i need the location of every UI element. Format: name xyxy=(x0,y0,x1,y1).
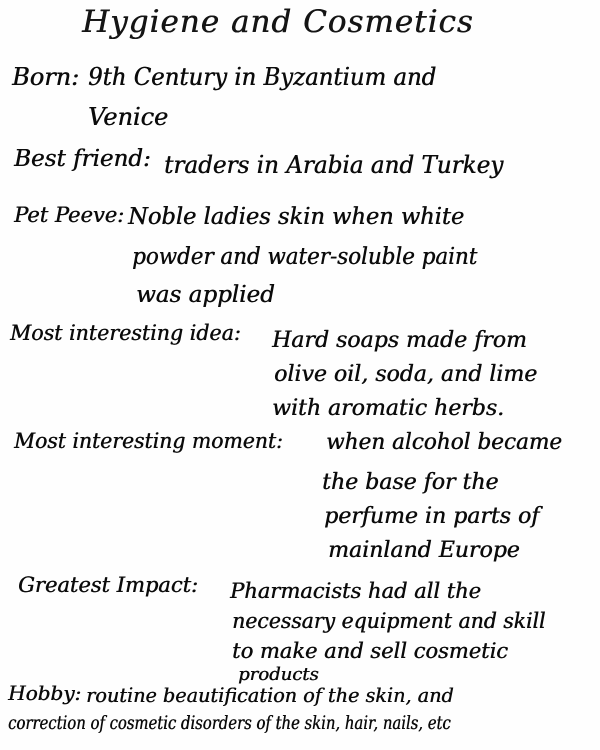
entry-line-best-friend-1: traders in Arabia and Turkey xyxy=(164,151,504,179)
entry-line-idea-2: olive oil, soda, and lime xyxy=(274,362,538,387)
entry-line-moment-4: mainland Europe xyxy=(328,538,520,563)
entry-line-idea-3: with aromatic herbs. xyxy=(272,396,504,421)
entry-line-born-1: 9th Century in Byzantium and xyxy=(88,63,437,91)
entry-label-hobby: Hobby: xyxy=(8,681,82,705)
entry-line-pet-peeve-3: was applied xyxy=(136,282,275,308)
entry-line-idea-1: Hard soaps made from xyxy=(272,328,527,353)
entry-label-greatest-impact: Greatest Impact: xyxy=(18,573,198,597)
entry-line-impact-4: products xyxy=(238,664,319,685)
entry-line-pet-peeve-1: Noble ladies skin when white xyxy=(128,204,465,230)
entry-line-hobby-2: correction of cosmetic disorders of the skin, hair, nails, etc xyxy=(8,712,451,734)
entry-label-pet-peeve: Pet Peeve: xyxy=(14,203,125,227)
entry-label-most-interesting-moment: Most interesting moment: xyxy=(14,429,283,453)
entry-label-born: Born: xyxy=(12,63,80,91)
entry-line-impact-1: Pharmacists had all the xyxy=(230,579,481,603)
entry-line-impact-2: necessary equipment and skill xyxy=(232,609,546,633)
entry-line-moment-3: perfume in parts of xyxy=(324,504,540,529)
entry-line-impact-3: to make and sell cosmetic xyxy=(232,639,508,663)
entry-line-moment-1: when alcohol became xyxy=(326,430,562,455)
entry-line-born-2: Venice xyxy=(88,103,169,131)
entry-label-most-interesting-idea: Most interesting idea: xyxy=(10,321,241,345)
entry-label-best-friend: Best friend: xyxy=(14,146,151,172)
entry-line-pet-peeve-2: powder and water-soluble paint xyxy=(132,244,478,270)
page-title: Hygiene and Cosmetics xyxy=(82,4,474,40)
entry-line-hobby-1: routine beautification of the skin, and xyxy=(86,683,454,707)
entry-line-moment-2: the base for the xyxy=(322,470,499,495)
